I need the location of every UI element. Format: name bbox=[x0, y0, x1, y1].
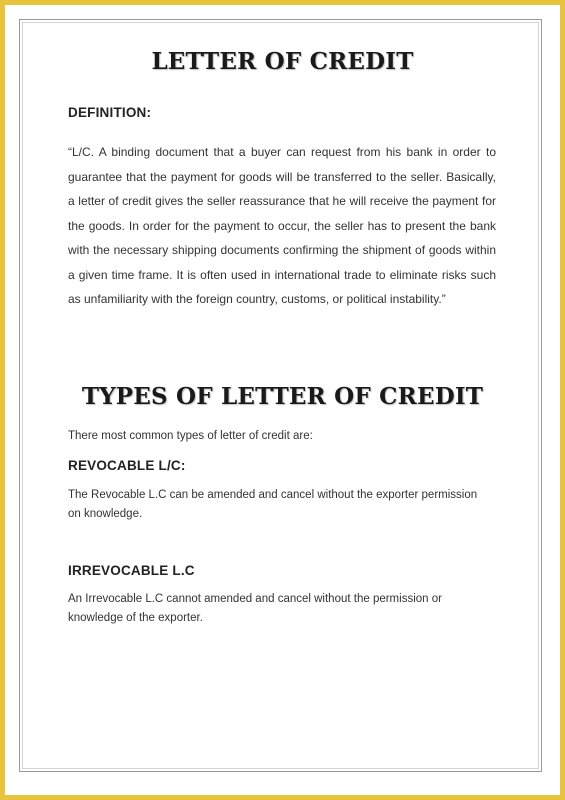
types-title: TYPES OF LETTER OF CREDIT bbox=[81, 383, 484, 410]
definition-paragraph: “L/C. A binding document that a buyer can request from his bank in order to guarantee that the payment for goods will be transferred to the seller. Basically, a letter of credit gives the seller reassurance that he will receive the payment for the goods. In order for the payment to occur, the seller has to present the bank with the necessary shipping documents confirming the shipment of goods within a given time frame. It is often used in international trade to eliminate risks such as unfamiliarity with the foreign country, customs, or political instability.” bbox=[68, 145, 496, 306]
types-intro: There most common types of letter of credit are: bbox=[68, 430, 313, 442]
definition-heading: DEFINITION: bbox=[68, 105, 152, 120]
document-title: LETTER OF CREDIT bbox=[151, 48, 414, 75]
irrevocable-heading: IRREVOCABLE L.C bbox=[68, 563, 195, 578]
revocable-paragraph: The Revocable L.C can be amended and cancel without the exporter permission on knowledge. bbox=[68, 489, 478, 520]
irrevocable-paragraph: An Irrevocable L.C cannot amended and cancel without the permission or knowledge of the exporter. bbox=[68, 593, 442, 624]
revocable-heading: REVOCABLE L/C: bbox=[68, 458, 186, 473]
